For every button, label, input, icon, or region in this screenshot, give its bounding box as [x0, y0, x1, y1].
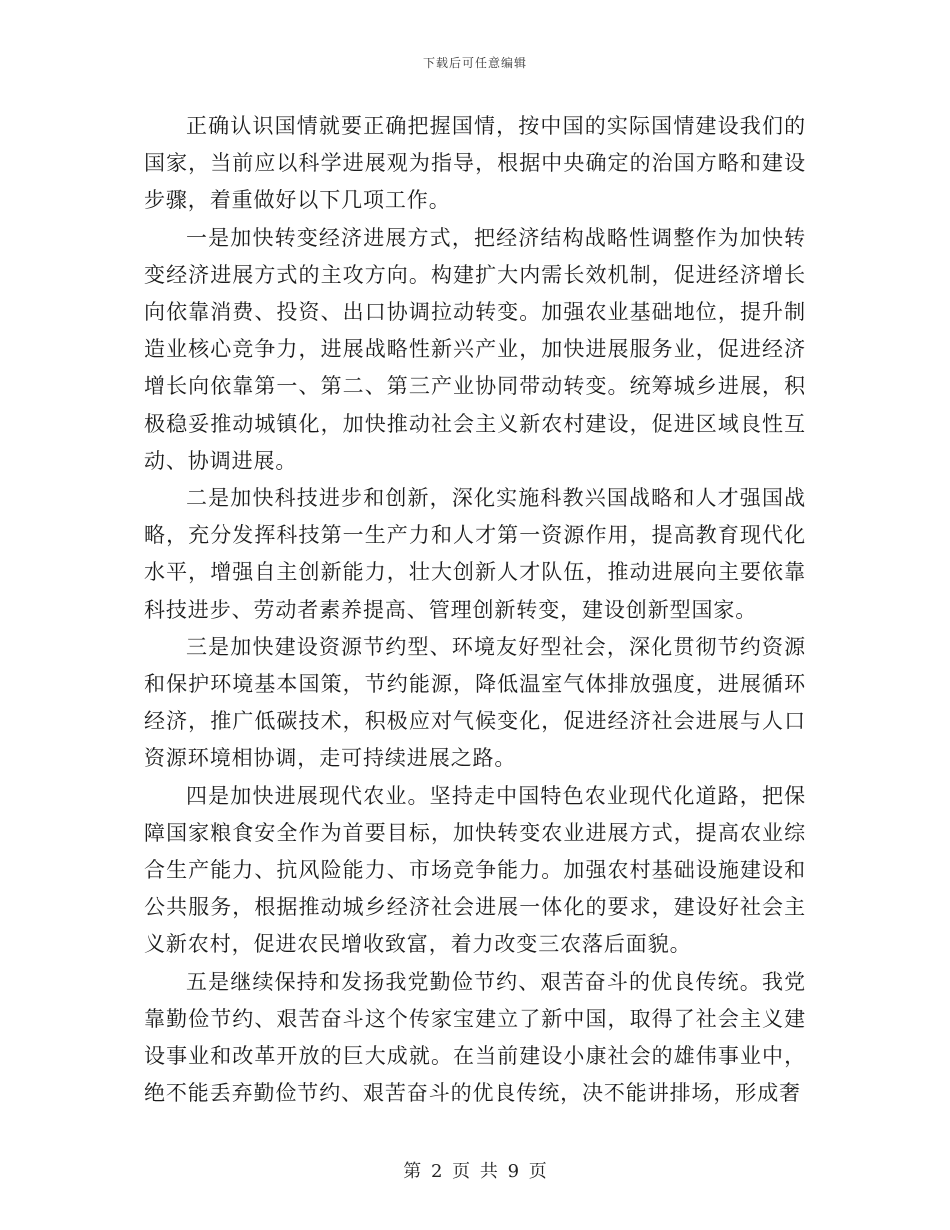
page-number: 第 2 页 共 9 页	[403, 1161, 547, 1182]
paragraph-item-5: 五是继续保持和发扬我党勤俭节约、艰苦奋斗的优良传统。我党靠勤俭节约、艰苦奋斗这个传家宝建立了新中国，取得了社会主义建设事业和改革开放的巨大成就。在当前建设小康社会的雄伟事业中，绝不能丢弃勤俭节约、艰苦奋斗的优良传统，决不能讲排场，形成奢	[144, 969, 806, 1106]
paragraph-intro: 正确认识国情就要正确把握国情，按中国的实际国情建设我们的国家，当前应以科学进展观为指导，根据中央确定的治国方略和建设步骤，着重做好以下几项工作。	[144, 114, 806, 213]
paragraph-item-3: 三是加快建设资源节约型、环境友好型社会，深化贯彻节约资源和保护环境基本国策，节约能源，降低温室气体排放强度，进展循环经济，推广低碳技术，积极应对气候变化，促进经济社会进展与人口资源环境相协调，走可持续进展之路。	[144, 634, 806, 771]
page-header: 下载后可任意编辑	[422, 56, 527, 70]
paragraph-item-4: 四是加快进展现代农业。坚持走中国特色农业现代化道路，把保障国家粮食安全作为首要目标，加快转变农业进展方式，提高农业综合生产能力、抗风险能力、市场竞争能力。加强农村基础设施建设和公共服务，根据推动城乡经济社会进展一体化的要求，建设好社会主义新农村，促进农民增收致富，着力改变三农落后面貌。	[144, 783, 806, 957]
document-body	[144, 108, 806, 1112]
paragraph-item-1: 一是加快转变经济进展方式，把经济结构战略性调整作为加快转变经济进展方式的主攻方向。构建扩大内需长效机制，促进经济增长向依靠消费、投资、出口协调拉动转变。加强农业基础地位，提升制造业核心竞争力，进展战略性新兴产业，加快进展服务业，促进经济增长向依靠第一、第二、第三产业协同带动转变。统筹城乡进展，积极稳妥推动城镇化，加快推动社会主义新农村建设，促进区域良性互动、协调进展。	[144, 225, 806, 473]
paragraph-item-2: 二是加快科技进步和创新，深化实施科教兴国战略和人才强国战略，充分发挥科技第一生产力和人才第一资源作用，提高教育现代化水平，增强自主创新能力，壮大创新人才队伍，推动进展向主要依靠科技进步、劳动者素养提高、管理创新转变，建设创新型国家。	[144, 486, 806, 622]
